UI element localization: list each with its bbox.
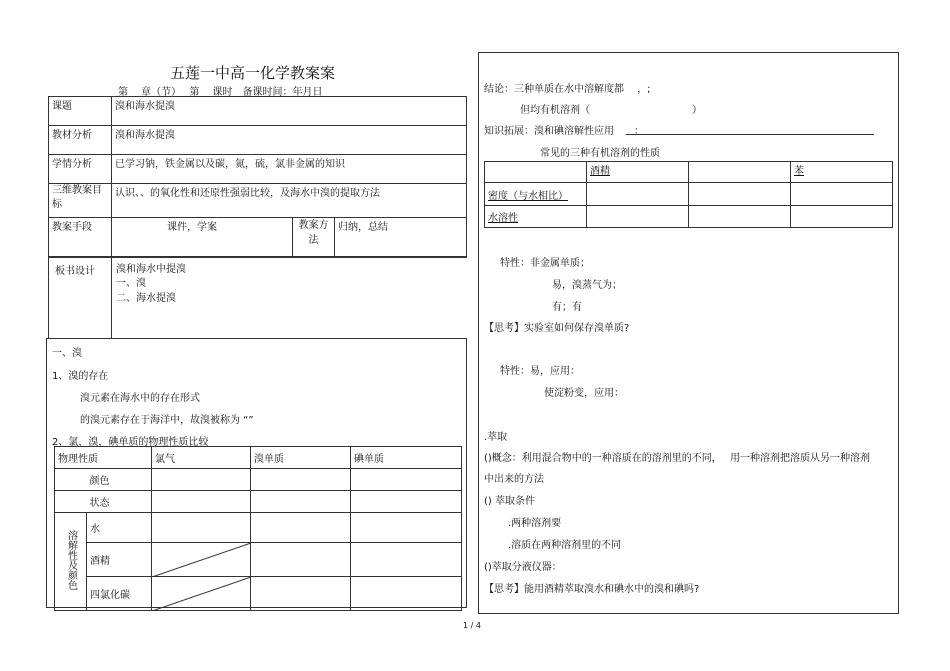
physical-props-title: 2、氯，溴，碘单质的物理性质比较 [52, 437, 209, 448]
props-cell [251, 577, 351, 611]
props-row-label: 酒精 [87, 543, 152, 577]
props-cell-crossed [152, 543, 251, 577]
char-1: 特性：非金属单质； [500, 258, 590, 269]
props-header: 碘单质 [351, 447, 462, 469]
solvent-cell [587, 206, 689, 228]
props-row-label: 状态 [87, 491, 152, 513]
instrument: ()萃取分液仪器： [484, 562, 562, 573]
concept-2: 中出来的方法 [484, 474, 544, 485]
means-label: 教案手段 [49, 218, 112, 258]
condition-2: .溶质在两种溶剂里的不同 [508, 540, 622, 551]
means-table [48, 217, 467, 258]
think-1: 【思考】实验室如何保存溴单质? [484, 323, 630, 334]
solvent-header-text: 酒精 [590, 166, 610, 177]
think-2: 【思考】能用酒精萃取溴水和碘水中的溴和碘吗? [484, 584, 700, 595]
props-cell [351, 513, 462, 543]
props-row-label: 水 [87, 513, 152, 543]
solubility-group-label [55, 513, 87, 611]
solvent-corner [485, 162, 587, 183]
props-cell-crossed [152, 577, 251, 611]
props-cell [152, 469, 251, 491]
info-label: 学情分析 [49, 155, 112, 184]
props-header: 溴单质 [251, 447, 351, 469]
conclusion-2-end: ） [692, 105, 702, 116]
solvent-header [791, 162, 893, 183]
props-cell [251, 491, 351, 513]
bromine-ocean: 的溴元素存在于海洋中，故溴被称为 “” [80, 415, 254, 426]
solvent-cell [689, 206, 791, 228]
char-1b: 有；有 [552, 302, 582, 313]
section-bromine: 一、溴 [52, 348, 82, 359]
condition-1: .两种溶剂要 [508, 518, 562, 529]
board-left-border [48, 257, 49, 339]
knowledge-mark: ： [634, 126, 644, 137]
conclusion-2: 但均有机溶剂（ [520, 105, 590, 116]
means-value: 课件，学案 [112, 218, 293, 258]
concept-1: ()概念：利用混合物中的一种溶质在的溶剂里的不同， 用一种溶剂把溶质从另一种溶剂 [484, 453, 870, 464]
empty-cell [55, 469, 87, 491]
info-value: 已学习钠，铁金属以及碳，氮，硫，氯非金属的知识 [112, 155, 467, 184]
solvent-table [484, 161, 893, 228]
board-line-2: 一、溴 [116, 278, 146, 289]
method-value: 归纳，总结 [335, 218, 467, 258]
solvent-cell [791, 183, 893, 206]
board-label: 板书设计 [55, 266, 95, 277]
knowledge-blank [626, 134, 874, 135]
page-title: 五莲一中高一化学教案案 [170, 64, 336, 82]
info-label: 课题 [49, 97, 112, 126]
solvent-table-title: 常见的三种有机溶剂的性质 [540, 148, 660, 159]
solvent-row-label [485, 206, 587, 228]
page-number: 1 / 4 [463, 621, 481, 630]
info-value: 溴和海水提溴 [112, 97, 467, 126]
props-cell [152, 491, 251, 513]
props-cell [351, 469, 462, 491]
board-divider [111, 257, 112, 339]
knowledge-ext: 知识拓展：溴和碘溶解性应用 [484, 126, 614, 137]
info-value: 认识、、的氧化性和还原性强弱比较，及海水中溴的提取方法 [112, 184, 467, 218]
props-row-label: 颜色 [87, 469, 152, 491]
board-line-3: 二、海水提溴 [116, 293, 176, 304]
props-cell [152, 513, 251, 543]
props-row-label: 四氯化碳 [87, 577, 152, 611]
char-2: 特性：易，应用： [500, 366, 580, 377]
props-cell [351, 543, 462, 577]
diagonal-line [152, 577, 251, 611]
solvent-row-label [485, 183, 587, 206]
info-label: 教材分析 [49, 126, 112, 155]
solvent-row-text: 密度（与水相比） [488, 190, 568, 202]
props-cell [251, 469, 351, 491]
empty-cell [55, 491, 87, 513]
solvent-header-text: 苯 [794, 166, 804, 177]
solubility-group-text: 溶解性及颜色 [65, 530, 77, 590]
solvent-cell [587, 183, 689, 206]
info-table [48, 96, 467, 218]
conclusion-1: 结论：三种单质在水中溶解度都 ，; [484, 84, 651, 95]
bromine-form: 溴元素在海水中的存在形式 [80, 393, 200, 404]
board-line-1: 溴和海水中提溴 [116, 264, 186, 275]
props-cell [251, 513, 351, 543]
props-cell [351, 491, 462, 513]
info-value: 溴和海水提溴 [112, 126, 467, 155]
info-label: 三维教案目标 [49, 184, 112, 218]
solvent-cell [791, 206, 893, 228]
props-cell [251, 543, 351, 577]
bromine-existence: 1、溴的存在 [52, 371, 109, 382]
solvent-cell [689, 183, 791, 206]
props-cell [351, 577, 462, 611]
char-2a: 使淀粉变，应用： [544, 388, 624, 399]
method-label: 教案方法 [293, 218, 335, 258]
solvent-header-empty [689, 162, 791, 183]
extraction-title: .萃取 [484, 432, 508, 443]
solvent-header [587, 162, 689, 183]
diagonal-line [152, 543, 251, 577]
props-table [54, 446, 462, 611]
header-line: 第 章（节） 第 课时 备课时间：年月日 [118, 87, 323, 98]
props-header: 氯气 [152, 447, 251, 469]
solvent-row-text: 水溶性 [488, 213, 518, 224]
props-header: 物理性质 [55, 447, 152, 469]
char-1a: 易，溴蒸气为； [552, 280, 622, 291]
condition: () 萃取条件 [484, 496, 535, 507]
